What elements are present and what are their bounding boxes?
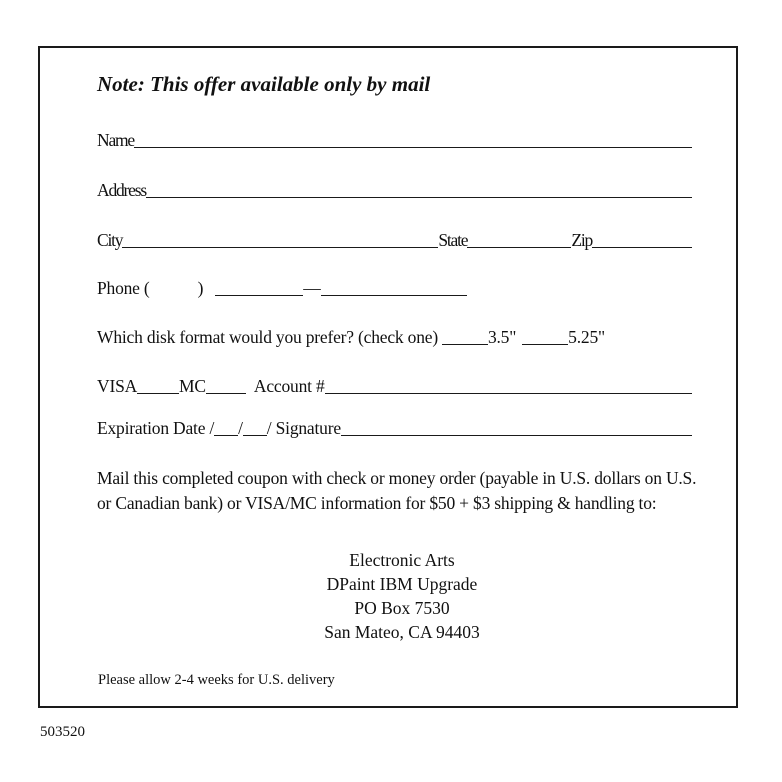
expiration-label: Expiration Date / <box>97 418 215 438</box>
account-number-field[interactable] <box>325 392 692 394</box>
state-label: State <box>438 230 468 250</box>
address-line-2: DPaint IBM Upgrade <box>326 574 478 594</box>
city-field[interactable] <box>122 246 438 248</box>
state-field[interactable] <box>467 246 571 248</box>
disk-format-question: Which disk format would you prefer? (check one) <box>97 327 438 347</box>
zip-label: Zip <box>571 230 593 250</box>
visa-checkbox[interactable] <box>137 392 179 394</box>
mail-instructions: Mail this completed coupon with check or money order (payable in U.S. dollars on U.S. or Canadian bank) or VISA/MC information for $50 + $3 shipping & handling to: <box>97 468 697 513</box>
signature-field[interactable] <box>341 434 692 436</box>
expiration-slash: / <box>238 418 243 438</box>
phone-close-paren: ) <box>197 278 204 298</box>
document-number: 503520 <box>40 724 85 740</box>
disk-35-checkbox[interactable] <box>442 343 488 345</box>
address-label: Address <box>97 180 146 200</box>
disk-format-row <box>97 327 692 348</box>
delivery-note: Please allow 2-4 weeks for U.S. delivery <box>98 672 335 688</box>
address-line-4: San Mateo, CA 94403 <box>324 622 480 642</box>
phone-label: Phone ( <box>97 278 150 298</box>
expiration-signature-row <box>97 418 692 439</box>
disk-525-label: 5.25" <box>568 327 605 347</box>
phone-row <box>97 278 692 299</box>
phone-dash: — <box>303 278 321 298</box>
mc-checkbox[interactable] <box>206 392 246 394</box>
visa-label: VISA <box>97 376 138 396</box>
account-label: Account # <box>253 376 325 396</box>
signature-label: / Signature <box>266 418 341 438</box>
mc-label: MC <box>179 376 206 396</box>
disk-35-label: 3.5" <box>487 327 517 347</box>
mailing-address <box>97 548 707 644</box>
city-state-zip-row <box>97 230 692 251</box>
phone-area-code-field[interactable] <box>150 295 198 296</box>
city-label: City <box>97 230 123 250</box>
payment-row <box>97 376 692 397</box>
address-row <box>97 180 692 201</box>
name-label: Name <box>97 130 134 150</box>
disk-525-checkbox[interactable] <box>522 343 568 345</box>
name-row <box>97 130 692 151</box>
address-line-1: Electronic Arts <box>349 550 455 570</box>
offer-note: Note: This offer available only by mail <box>97 72 431 96</box>
order-coupon <box>38 46 738 708</box>
phone-prefix-field[interactable] <box>215 294 303 296</box>
expiration-year-field[interactable] <box>243 434 267 436</box>
expiration-month-field[interactable] <box>214 434 238 436</box>
address-field[interactable] <box>146 196 692 198</box>
address-line-3: PO Box 7530 <box>354 598 450 618</box>
zip-field[interactable] <box>592 246 692 248</box>
name-field[interactable] <box>134 146 692 148</box>
phone-number-field[interactable] <box>321 294 467 296</box>
